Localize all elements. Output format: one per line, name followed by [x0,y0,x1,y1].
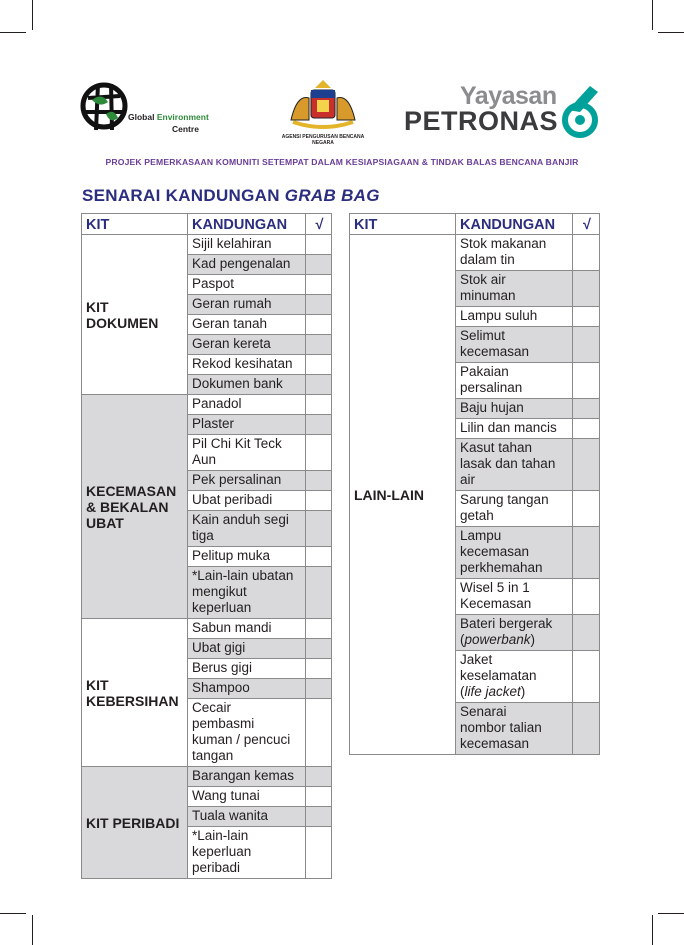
content-item-line: dalam tin [460,252,515,267]
content-item [188,435,306,471]
content-item-line: Stok air [460,272,506,287]
gec-logo [78,78,238,138]
content-item [188,511,306,547]
table-row [82,395,332,415]
content-item-line: Aun [192,452,217,467]
english-gloss: powerbank [464,632,531,647]
tick-checkbox[interactable] [573,307,600,327]
tick-checkbox[interactable] [306,659,332,679]
content-item-line: tangan [192,748,234,763]
content-item [188,415,306,435]
tick-checkbox[interactable] [306,255,332,275]
tick-checkbox[interactable] [573,399,600,419]
crop-mark [32,0,33,30]
content-item-line: Geran tanah [192,316,268,331]
content-item-line: pembasmi [192,716,255,731]
content-item [456,651,573,703]
kit-category [82,395,188,619]
tick-checkbox[interactable] [306,547,332,567]
content-item [188,767,306,787]
content-item-line: Lilin dan mancis [460,420,557,435]
yayasan-word: Yayasan [460,82,557,110]
content-item-line: Kecemasan [460,596,532,611]
table-row [82,619,332,639]
crop-mark [0,32,26,33]
tick-checkbox[interactable] [306,787,332,807]
content-item-line: Paspot [192,276,235,291]
content-item-line: Kasut tahan [460,440,533,455]
page-title [82,186,380,206]
kit-category [82,235,188,395]
tick-checkbox[interactable] [573,651,600,703]
tick-checkbox[interactable] [573,271,600,307]
nadma-name-line2: NEGARA [312,140,334,146]
tick-checkbox[interactable] [306,699,332,767]
tick-checkbox[interactable] [306,275,332,295]
table-header-row [350,214,600,235]
content-item-line: Kain anduh segi [192,512,289,527]
content-item-line: mengikut [192,584,247,599]
content-item [188,679,306,699]
table-row [350,235,600,271]
content-item-line: Plaster [192,416,235,431]
content-item-line: kecemasan [460,736,530,751]
nadma-crest-logo [270,78,376,152]
gec-name [128,111,209,135]
content-item [188,355,306,375]
content-item-line: Jaket [460,652,493,667]
content-item-line: Pakaian [460,364,509,379]
content-item [456,703,573,755]
content-item-line: Sarung tangan [460,492,549,507]
content-item-line: *Lain-lain ubatan [192,568,294,583]
content-item-line: (life jacket) [460,684,526,699]
content-item-line: keperluan [192,600,252,615]
content-item-line: Bateri bergerak [460,616,553,631]
content-item-line: Pelitup muka [192,548,271,563]
project-title: PROJEK PEMERKASAAN KOMUNITI SETEMPAT DALAM KESIAPSIAGAAN & TINDAK BALAS BENCANA BANJIR [105,157,579,167]
tick-checkbox[interactable] [306,335,332,355]
content-item-line: Shampoo [192,680,250,695]
crop-mark [658,32,684,33]
content-item-line: Lampu suluh [460,308,538,323]
content-item [188,699,306,767]
tick-checkbox[interactable] [573,703,600,755]
content-item-line: minuman [460,288,516,303]
table-row [82,767,332,787]
content-item-line: perkhemahan [460,560,543,575]
content-item-line: Ubat peribadi [192,492,273,507]
content-item-line: Ubat gigi [192,640,246,655]
content-item [456,527,573,579]
content-item [456,271,573,307]
content-item-line: air [460,472,476,487]
tick-checkbox[interactable] [306,511,332,547]
left-checklist-table [81,213,332,879]
tick-checkbox[interactable] [573,439,600,491]
petronas-word: PETRONAS [404,106,559,136]
gec-name-line1b: Environment [156,112,209,122]
header-tick: √ [573,214,600,235]
content-item [456,327,573,363]
content-item-line: (powerbank) [460,632,536,647]
tick-checkbox[interactable] [573,527,600,579]
tick-checkbox[interactable] [306,355,332,375]
content-item-line: Geran rumah [192,296,272,311]
english-gloss: life jacket [464,684,521,699]
tick-checkbox[interactable] [573,615,600,651]
tick-checkbox[interactable] [306,375,332,395]
tick-checkbox[interactable] [573,579,600,615]
tick-checkbox[interactable] [306,295,332,315]
content-item [188,471,306,491]
content-item [188,659,306,679]
content-item [188,567,306,619]
tick-checkbox[interactable] [306,639,332,659]
content-item-line: Sijil kelahiran [192,236,272,251]
content-item [456,491,573,527]
content-item-line: Rekod kesihatan [192,356,293,371]
content-item-line: Berus gigi [192,660,253,675]
content-item-line: Barangan kemas [192,768,295,783]
crop-mark [652,0,653,30]
content-item-line: Pil Chi Kit Teck [192,436,282,451]
page-title-italic: GRAB BAG [284,186,380,205]
content-item [188,335,306,355]
kit-category-line: KIT PERIBADI [86,814,180,831]
content-item [188,255,306,275]
tick-checkbox[interactable] [573,327,600,363]
content-item-line: tiga [192,528,214,543]
content-item [188,295,306,315]
kit-category-line: & BEKALAN [86,498,169,515]
content-item-line: Dokumen bank [192,376,283,391]
globe-icon [78,78,132,134]
content-item-line: peribadi [192,860,241,875]
yayasan-petronas-logo [404,82,604,142]
tick-checkbox[interactable] [306,471,332,491]
kit-category-line: LAIN-LAIN [354,486,424,503]
content-item-line: Senarai [460,704,507,719]
content-item [188,235,306,255]
content-item [188,275,306,295]
tick-checkbox[interactable] [306,415,332,435]
content-item [456,399,573,419]
crop-mark [652,915,653,945]
content-item-line: getah [460,508,494,523]
tick-checkbox[interactable] [306,315,332,335]
content-item-line: Wisel 5 in 1 [460,580,530,595]
content-item-line: *Lain-lain [192,828,249,843]
kit-category [82,767,188,879]
content-item-line: nombor talian [460,720,542,735]
content-item-line: lasak dan tahan [460,456,556,471]
content-item-line: kuman / pencuci [192,732,291,747]
kit-category [82,619,188,767]
content-item-line: Stok makanan [460,236,547,251]
header-contents: KANDUNGAN [456,214,573,235]
crop-mark [0,913,26,914]
tick-checkbox[interactable] [573,419,600,439]
content-item-line: Tuala wanita [192,808,269,823]
kit-category-line: KEBERSIHAN [86,692,179,709]
content-item [188,827,306,879]
tick-checkbox[interactable] [306,679,332,699]
header-kit: KIT [82,214,188,235]
header-kit: KIT [350,214,456,235]
content-item [456,419,573,439]
right-checklist-table [349,213,600,755]
content-item-line: keselamatan [460,668,537,683]
crop-mark [658,913,684,914]
content-item-line: Pek persalinan [192,472,282,487]
content-item [188,395,306,415]
tick-checkbox[interactable] [573,363,600,399]
content-item [188,639,306,659]
kit-category-line: DOKUMEN [86,314,159,331]
kit-category-line: UBAT [86,514,124,531]
content-item-line: Geran kereta [192,336,271,351]
header-tick: √ [306,214,332,235]
content-item [188,787,306,807]
kit-category-line: KIT [86,298,109,315]
nadma-name [270,134,376,146]
table-row [82,235,332,255]
content-item [188,547,306,567]
content-item [188,315,306,335]
tick-checkbox[interactable] [573,235,600,271]
content-item [456,439,573,491]
content-item-line: Sabun mandi [192,620,272,635]
tick-checkbox[interactable] [306,567,332,619]
tick-checkbox[interactable] [306,807,332,827]
tick-checkbox[interactable] [306,767,332,787]
crop-mark [32,915,33,945]
tick-checkbox[interactable] [306,235,332,255]
content-item [188,807,306,827]
content-item [456,615,573,651]
content-item-line: Panadol [192,396,242,411]
page-title-main: SENARAI KANDUNGAN [82,186,285,205]
content-item-line: Kad pengenalan [192,256,291,271]
content-item [188,491,306,511]
content-item-line: kecemasan [460,544,530,559]
coat-of-arms-icon [283,78,363,134]
logo-row [78,78,608,152]
content-item-line: kecemasan [460,344,530,359]
content-item [188,619,306,639]
content-item-line: persalinan [460,380,523,395]
tick-checkbox[interactable] [306,491,332,511]
content-item [456,307,573,327]
header-contents: KANDUNGAN [188,214,306,235]
table-header-row [82,214,332,235]
kit-category-line: KIT [86,676,109,693]
gec-name-line2: Centre [172,124,199,134]
tick-checkbox[interactable] [306,619,332,639]
content-item-line: Selimut [460,328,506,343]
content-item [456,235,573,271]
nadma-name-line1: AGENSI PENGURUSAN BENCANA [281,134,365,140]
content-item [456,579,573,615]
gec-name-line1: Global [128,112,155,122]
content-item-line: Lampu [460,528,502,543]
content-item-line: keperluan [192,844,252,859]
kit-category [350,235,456,755]
content-item [456,363,573,399]
content-item-line: Baju hujan [460,400,524,415]
content-item [188,375,306,395]
tick-checkbox[interactable] [573,491,600,527]
petronas-emblem-icon [560,84,602,138]
tick-checkbox[interactable] [306,435,332,471]
tick-checkbox[interactable] [306,827,332,879]
content-item-line: Cecair [192,700,232,715]
kit-category-line: KECEMASAN [86,482,177,499]
content-item-line: Wang tunai [192,788,260,803]
tick-checkbox[interactable] [306,395,332,415]
